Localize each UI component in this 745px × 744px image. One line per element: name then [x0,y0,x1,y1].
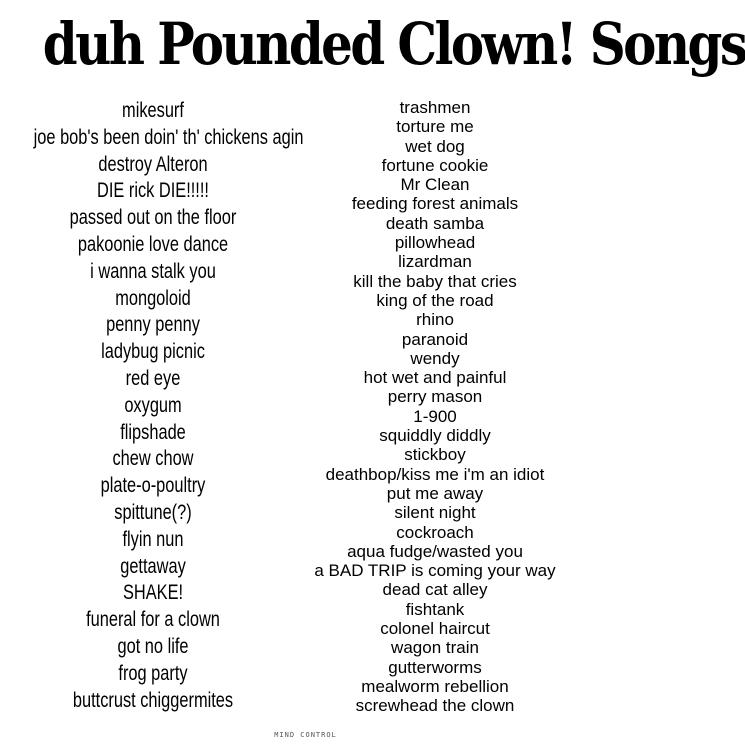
song-title: fortune cookie [381,155,489,175]
song-title: i wanna stalk you [90,259,216,283]
song-title: mongoloid [115,286,191,310]
song-title: colonel haircut [380,619,490,639]
song-title: silent night [394,503,476,523]
song-title: passed out on the floor [69,206,237,230]
song-title: oxygum [124,393,182,417]
song-title: spittune(?) [114,500,192,524]
song-title: Mr Clean [400,175,470,195]
song-title: feeding forest animals [351,194,519,214]
song-title: aqua fudge/wasted you [347,541,523,561]
song-title: joe bob's been doin' th' chickens agin [33,125,304,149]
song-title: cockroach [396,522,474,542]
song-title: plate-o-poultry [100,474,206,498]
song-title: torture me [396,117,474,137]
song-title: wagon train [391,638,479,658]
song-title: lizardman [398,252,472,272]
song-title: wet dog [405,136,465,156]
song-title: flyin nun [122,527,184,551]
song-title: buttcrust chiggermites [72,688,234,712]
song-title: got no life [117,634,189,658]
song-title: deathbop/kiss me i'm an idiot [325,464,545,484]
song-title: paranoid [401,329,469,349]
page-title: duh Pounded Clown! Songs [42,10,745,78]
song-title: put me away [386,483,484,503]
song-title: funeral for a clown [86,608,220,632]
song-title: mikesurf [122,99,184,122]
song-list-left [0,98,306,714]
song-title: pakoonie love dance [77,232,229,256]
song-title: wendy [410,348,460,368]
song-title: kill the baby that cries [353,271,517,291]
song-title: dead cat alley [382,580,488,600]
song-title: screwhead the clown [355,696,515,716]
song-title: gutterworms [388,657,482,677]
song-title: ladybug picnic [101,340,205,364]
song-title: trashmen [399,98,471,117]
song-title: hot wet and painful [363,368,507,388]
song-list-right [276,98,594,716]
song-title: SHAKE! [122,581,184,605]
song-title: death samba [385,213,485,233]
song-title: 1-900 [413,406,457,426]
song-title: a BAD TRIP is coming your way [314,561,556,581]
song-title: gettaway [120,554,186,578]
song-title: red eye [125,366,181,390]
song-title: mealworm rebellion [361,676,509,696]
song-title: penny penny [106,313,200,337]
song-title: squiddly diddly [379,426,491,446]
song-title: destroy Alteron [98,152,208,176]
song-title: flipshade [120,420,186,444]
song-title: DIE rick DIE!!!!! [97,179,209,203]
song-title: fishtank [405,599,465,619]
song-title: frog party [118,661,188,685]
song-title: perry mason [387,387,483,407]
footer-credit: MIND CONTROL [274,731,337,739]
song-title: king of the road [376,290,494,310]
song-title: rhino [416,310,454,330]
song-title: chew chow [112,447,194,471]
song-title: stickboy [404,445,466,465]
song-title: pillowhead [394,233,476,253]
